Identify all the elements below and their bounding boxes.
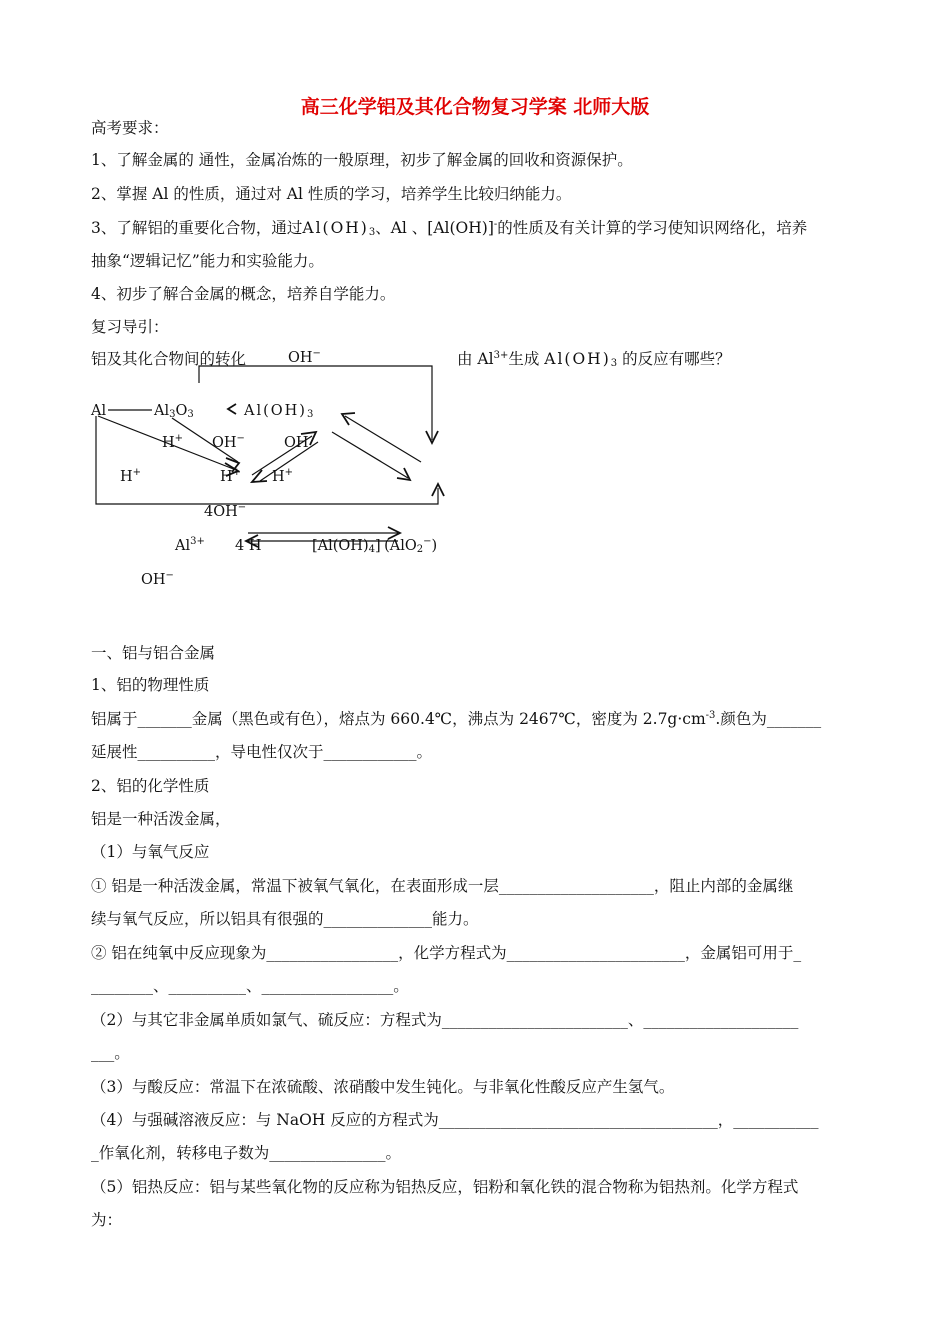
chemical-intro: 铝是一种活泼金属， — [91, 810, 231, 828]
label-oh-top: OH− — [288, 348, 321, 366]
label-al: Al — [91, 403, 107, 419]
physical-line-1: 铝属于_______金属（黑色或有色），熔点为 660.4℃，沸点为 2467℃，密度为 $2.7g\cdot cm^{-3}$.颜色为_______ — [91, 710, 822, 728]
requirement-2: 2、掌握 Al 的性质，通过对 Al 性质的学习，培养学生比较归纳能力。 — [91, 185, 572, 203]
chemical-heading: 2、铝的化学性质 — [91, 777, 210, 795]
top-loop-line — [199, 366, 432, 440]
aloh3-aluminate-line-b — [345, 416, 421, 462]
requirement-3-cont: 抽象“逻辑记忆”能力和实验能力。 — [91, 252, 324, 270]
label-oh-2: OH− — [212, 433, 245, 451]
physical-heading: 1、铝的物理性质 — [91, 676, 210, 694]
nonmetal-item: （2）与其它非金属单质如氯气、硫反应：方程式为________________________、____________________ — [91, 1011, 799, 1029]
aloh3-aluminate-line-a — [332, 432, 408, 478]
al3-aloh3-arrowhead-down — [252, 470, 267, 482]
acid-item: （3）与酸反应：常温下在浓硫酸、浓硝酸中发生钝化。与非氧化性酸反应产生氢气。 — [91, 1078, 675, 1096]
thermite-item-cont: 为： — [91, 1211, 123, 1229]
label-h-2: H+ — [120, 467, 142, 485]
oxygen-item-1-cont: 续与氧气反应，所以铝具有很强的______________能力。 — [91, 910, 479, 928]
label-oh-5: OH− — [141, 570, 174, 588]
page-title: 高三化学铝及其化合物复习学案 北师大版 — [300, 96, 650, 118]
label-oh-3: OH — [284, 435, 309, 451]
aloh3-left-arrowhead — [228, 404, 236, 414]
requirement-4: 4、初步了解合金属的概念，培养自学能力。 — [91, 285, 396, 303]
requirement-1: 1、了解金属的 通性，金属冶炼的一般原理，初步了解金属的回收和资源保护。 — [91, 151, 633, 169]
requirements-heading: 高考要求： — [91, 119, 169, 137]
label-4oh: 4OH− — [204, 502, 247, 520]
section-1-heading: 一、铝与铝合金属 — [91, 644, 216, 662]
aloh3-aluminate-arrowhead-up — [342, 413, 355, 425]
review-question: 由 $Al^{3+}$生成 $Al(OH)_3$ 的反应有哪些？ — [457, 350, 731, 369]
bottom-loop-line — [96, 416, 438, 504]
requirement-3: 3、了解铝的重要化合物，通过$Al(OH)_3$、Al 、[Al(OH)]-的性质及有关计算的学习使知识网络化，培养 — [91, 219, 808, 238]
review-heading: 复习导引： — [91, 318, 169, 336]
label-al3: $Al^{3+}$ — [175, 536, 205, 554]
oxygen-item-1: ① 铝是一种活泼金属，常温下被氧气氧化，在表面形成一层____________________，阻止内部的金属继 — [91, 877, 794, 895]
aloh3-aluminate-arrowhead-down — [397, 468, 410, 480]
label-al2o3: $Al_3O_3$ — [154, 403, 194, 420]
base-item-cont: _作氧化剂，转移电子数为_______________。 — [91, 1144, 402, 1162]
label-aloh3: $Al(OH)_3$ — [244, 403, 316, 420]
label-h-1: H+ — [162, 433, 184, 451]
oxygen-item-2: ② 铝在纯氧中反应现象为_________________，化学方程式为_______________________，金属铝可用于_ — [91, 944, 802, 962]
nonmetal-item-cont: ___。 — [91, 1044, 130, 1062]
physical-line-2: 延展性__________，导电性仅次于____________。 — [91, 743, 433, 761]
base-item: （4）与强碱溶液反应：与 NaOH 反应的方程式为____________________________________，___________ — [91, 1111, 819, 1129]
label-aluminate: $[Al(OH)_4]^-(AlO_2^-)$ — [312, 536, 438, 555]
oxygen-item-2-cont: ________、__________、_________________。 — [91, 977, 409, 995]
oxygen-heading: （1）与氧气反应 — [91, 843, 210, 861]
label-4h: 4 H — [235, 538, 262, 554]
label-h-3: H+ — [220, 467, 242, 485]
thermite-item: （5）铝热反应：铝与某些氧化物的反应称为铝热反应，铝粉和氧化铁的混合物称为铝热剂。化学方程式 — [91, 1178, 799, 1196]
label-h-4: H+ — [272, 467, 294, 485]
review-intro: 铝及其化合物间的转化 — [91, 350, 247, 368]
